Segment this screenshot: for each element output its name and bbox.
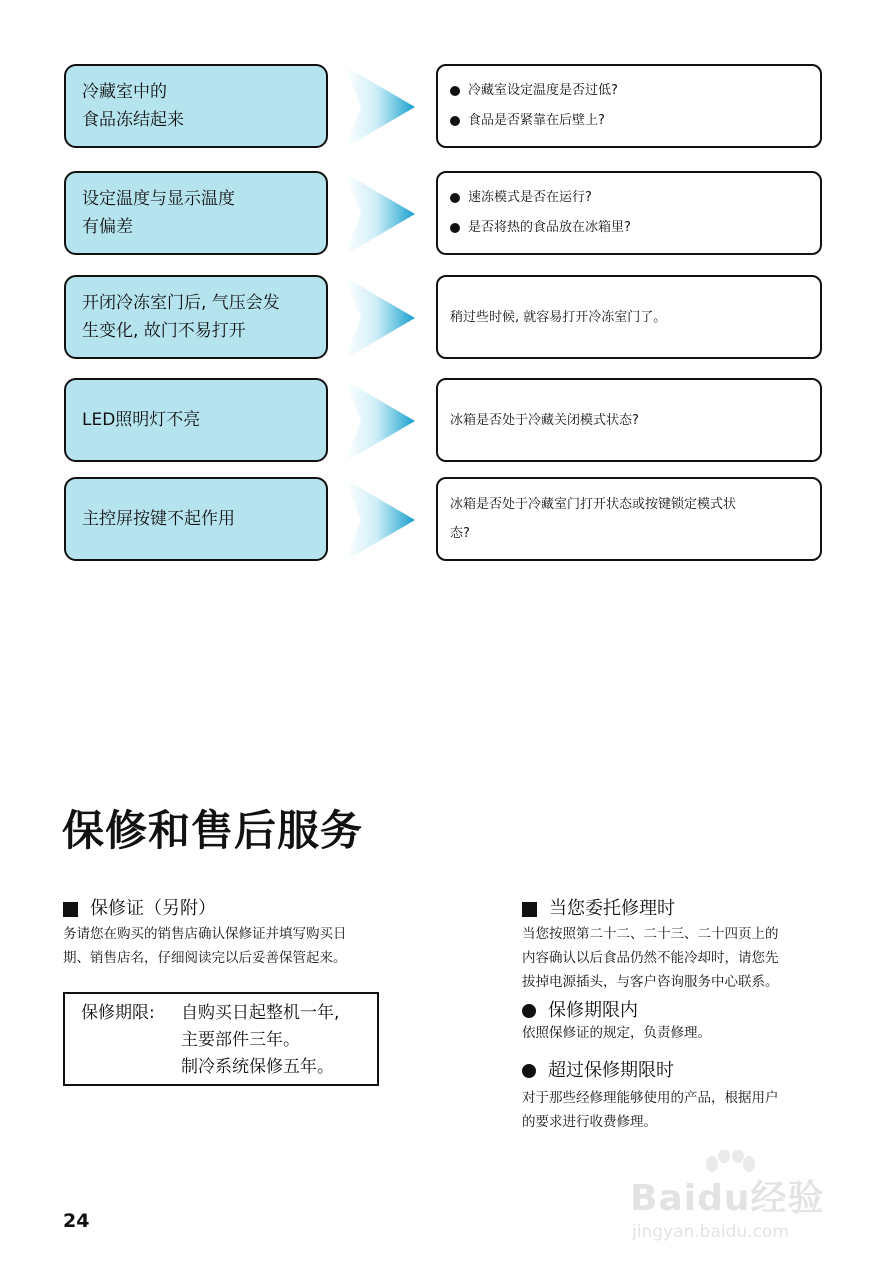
list-item: 速冻模式是否在运行? <box>450 183 808 213</box>
troubleshoot-row <box>64 171 824 257</box>
arrow-right-icon <box>345 479 415 561</box>
bullet-icon <box>450 223 460 233</box>
watermark-url: jingyan.baidu.com <box>632 1222 789 1242</box>
warranty-period-line: 自购买日起整机一年, <box>181 1003 340 1023</box>
arrow-right-icon <box>345 66 415 148</box>
problem-box <box>64 477 328 561</box>
repair-request-heading: 当您委托修理时 <box>522 897 675 921</box>
square-bullet-icon <box>63 902 78 917</box>
problem-box <box>64 64 328 148</box>
problem-line: 冷藏室中的 <box>82 82 167 102</box>
list-item: 冷藏室设定温度是否过低? <box>450 76 808 106</box>
warranty-period-line: 主要部件三年。 <box>181 1030 300 1050</box>
problem-line: 生变化, 故门不易打开 <box>82 321 246 341</box>
troubleshoot-row <box>64 477 824 563</box>
page-number: 24 <box>63 1210 90 1232</box>
answer-box <box>436 378 822 462</box>
out-warranty-heading: 超过保修期限时 <box>522 1059 674 1083</box>
repair-request-text: 当您按照第二十二、二十三、二十四页上的 内容确认以后食品仍然不能冷却时，请您先 拔掉电源插头，与客户咨询服务中心联系。 <box>522 926 779 990</box>
arrow-right-icon <box>345 380 415 462</box>
arrow-right-icon <box>345 277 415 359</box>
bullet-icon <box>522 1004 536 1018</box>
problem-line: 主控屏按键不起作用 <box>82 509 235 529</box>
watermark-logo: Baidu经验 <box>630 1178 825 1219</box>
problem-box <box>64 378 328 462</box>
in-warranty-text: 依照保修证的规定，负责修理。 <box>522 1025 711 1041</box>
problem-line: 有偏差 <box>82 217 133 237</box>
problem-line: 设定温度与显示温度 <box>82 189 235 209</box>
troubleshoot-row <box>64 275 824 361</box>
warranty-period-label: 保修期限: <box>81 1003 155 1023</box>
bullet-icon <box>450 193 460 203</box>
bullet-icon <box>450 116 460 126</box>
warranty-period-line: 制冷系统保修五年。 <box>181 1057 334 1077</box>
problem-line: LED照明灯不亮 <box>82 410 201 430</box>
warranty-period-box <box>63 992 379 1086</box>
problem-box <box>64 171 328 255</box>
list-item: 是否将热的食品放在冰箱里? <box>450 213 808 243</box>
answer-box <box>436 275 822 359</box>
warranty-card-heading: 保修证（另附） <box>63 897 216 921</box>
answer-text: 冰箱是否处于冷藏关闭模式状态? <box>450 412 639 428</box>
page-title: 保修和售后服务 <box>62 806 364 855</box>
answer-box <box>436 477 822 561</box>
answer-text: 稍过些时候, 就容易打开冷冻室门了。 <box>450 309 667 325</box>
arrow-right-icon <box>345 173 415 255</box>
answer-box <box>436 64 822 148</box>
troubleshoot-row <box>64 64 824 150</box>
out-warranty-text: 对于那些经修理能够使用的产品，根据用户 的要求进行收费修理。 <box>522 1090 779 1130</box>
problem-line: 食品冻结起来 <box>82 110 184 130</box>
bullet-icon <box>522 1064 536 1078</box>
watermark <box>630 1150 840 1250</box>
problem-box <box>64 275 328 359</box>
troubleshoot-row <box>64 378 824 464</box>
square-bullet-icon <box>522 902 537 917</box>
bullet-icon <box>450 86 460 96</box>
problem-line: 开闭冷冻室门后, 气压会发 <box>82 293 280 313</box>
list-item: 食品是否紧靠在后壁上? <box>450 106 808 136</box>
answer-text: 态? <box>450 526 470 541</box>
answer-text: 冰箱是否处于冷藏室门打开状态或按键锁定模式状 <box>450 497 737 512</box>
answer-box <box>436 171 822 255</box>
warranty-card-text: 务请您在购买的销售店确认保修证并填写购买日 期、销售店名，仔细阅读完以后妥善保管起来。 <box>63 926 347 966</box>
in-warranty-heading: 保修期限内 <box>522 999 638 1023</box>
